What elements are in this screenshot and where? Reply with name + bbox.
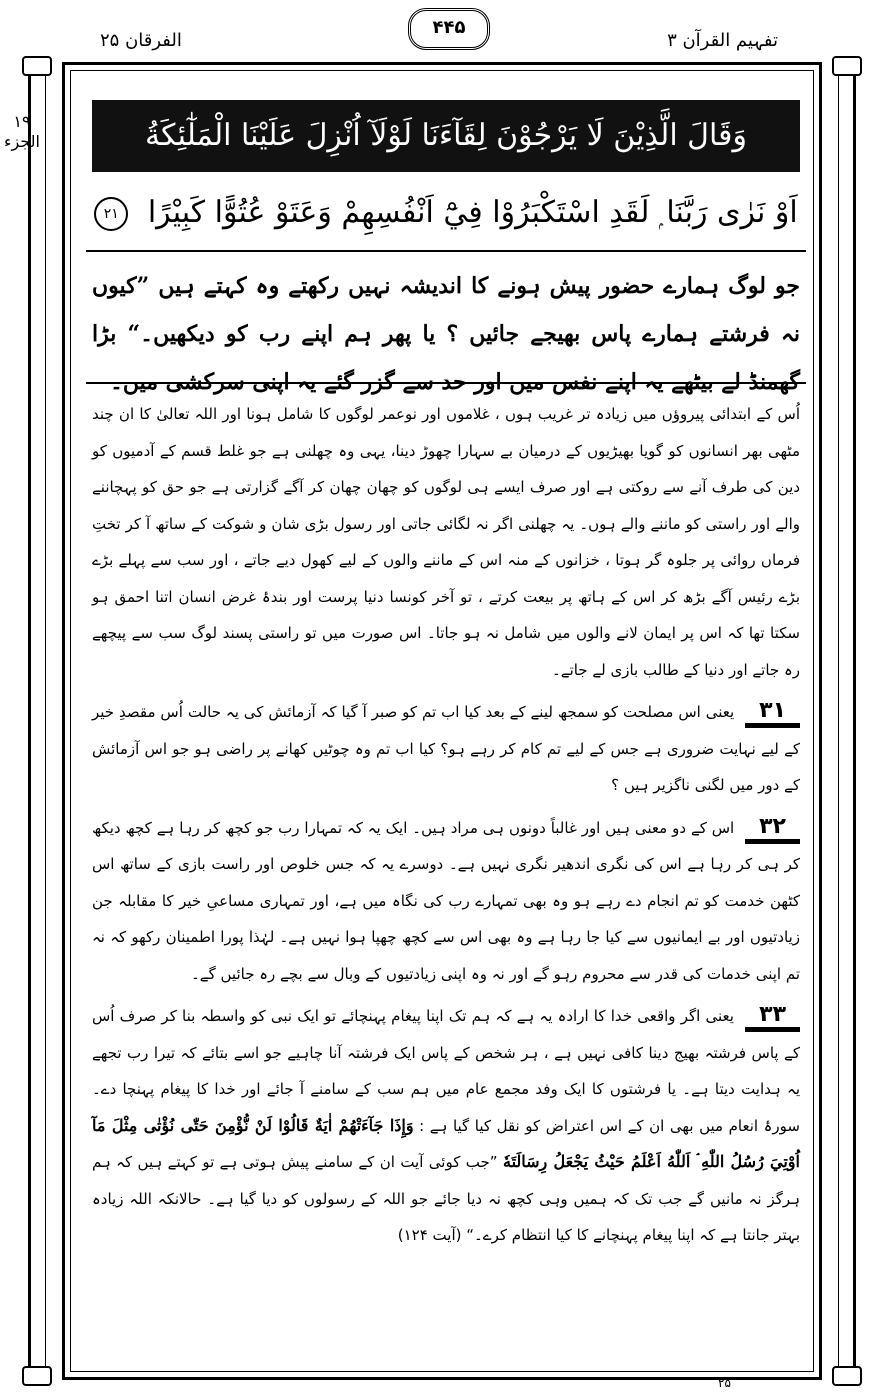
- footer-mark: ۲۵: [718, 1376, 731, 1390]
- quoted-ayah: وَإِذَا جَآءَتْهُمْ اٰيَةٌ قَالُوْا لَنْ نُّؤْمِنَ حَتّٰى نُؤْتٰى مِثْلَ مَآ اُوْتِيَ رُسُلُ اللّٰهِ ۘ اَللّٰهُ اَعْلَمُ حَيْثُ يَجْعَلُ رِسَالَتَهٗ: [92, 1115, 800, 1171]
- juz-label: الجزء: [4, 132, 40, 151]
- footnote-33: [92, 998, 800, 1254]
- column-cap: [22, 1366, 52, 1386]
- footnote-text: یعنی اس مصلحت کو سمجھ لینے کے بعد کیا اب تم کو صبر آ گیا کہ آزمائش کی یہ حالت اُس مقصدِ خیر کے لیے نہایت ضروری ہے جس کے لیے تم کام کر رہے ہو؟ کیا اب تم وہ چوٹیں کھانے پر راضی ہو جو اس آزمائش کے دور میں لگنی ناگزیر ہیں ؟: [92, 703, 800, 794]
- commentary-notes: [92, 396, 800, 1366]
- quran-verse-line-1: وَقَالَ الَّذِيْنَ لَا يَرْجُوْنَ لِقَآءَنَا لَوْلَآ اُنْزِلَ عَلَيْنَا الْمَلٰٓئِكَةُ: [92, 100, 800, 172]
- juz-marginal-note: [4, 112, 40, 152]
- divider: [86, 250, 806, 252]
- running-title-right: تفہیم القرآن ۳: [667, 30, 778, 51]
- footnote-32: [92, 810, 800, 993]
- column-cap: [22, 56, 52, 76]
- page-number-badge: ۴۴۵: [408, 8, 490, 50]
- footnote-text: یعنی اگر واقعی خدا کا ارادہ یہ ہے کہ ہم تک اپنا پیغام پہنچائے تو ایک نبی کو واسطہ بنا کر صرف اُس کے پاس فرشتہ بھیج دینا کافی نہیں ہے ، ہر شخص کے پاس ایک فرشتہ آنا چاہیے جو اسے بتائے کہ تیرا رب تجھے یہ ہدایت دیتا ہے۔ یا فرشتوں کا ایک وفد مجمع عام میں ہم سب کے سامنے آ جائے اور خدا کا پیغام پہنچا دے۔ سورۂ انعام میں بھی ان کے اس اعتراض کو نقل کیا گیا ہے :: [92, 1007, 800, 1135]
- column-cap: [832, 56, 862, 76]
- footnote-number: ۳۳: [745, 1003, 800, 1032]
- divider: [86, 382, 806, 384]
- urdu-translation: جو لوگ ہمارے حضور پیش ہونے کا اندیشہ نہیں رکھتے وہ کہتے ہیں ”کیوں نہ فرشتے ہمارے پاس بھیجے جائیں ؟ یا پھر ہم اپنے رب کو دیکھیں۔“ بڑا گھمنڈ لے بیٹھے یہ اپنے نفس میں اور حد سے گزر گئے یہ اپنی سرکشی میں۔: [92, 273, 800, 395]
- left-ornamental-column: [28, 62, 46, 1380]
- footnote-number: ۳۲: [745, 815, 800, 844]
- column-cap: [832, 1366, 862, 1386]
- quote-translation: ”جب کوئی آیت ان کے سامنے پیش ہوتی ہے تو کہتے ہیں کہ ہم ہرگز نہ مانیں گے جب تک کہ ہمیں وہی کچھ نہ دیا جائے جو اللہ کے رسولوں کو دیا گیا ہے۔ حالانکہ اللہ زیادہ بہتر جانتا ہے کہ اپنا پیغام پہنچانے کا کیا انتظام کرے۔“ (آیت ۱۲۴): [92, 1153, 800, 1244]
- footnote-text: اس کے دو معنی ہیں اور غالباً دونوں ہی مراد ہیں۔ ایک یہ کہ تمہارا رب جو کچھ کر رہا ہے کچھ دیکھ کر ہی کر رہا ہے اس کی نگری اندھیر نگری نہیں ہے۔ دوسرے یہ کہ جس خلوص اور راست بازی کے ساتھ اس کٹھن خدمت کو تم انجام دے رہے ہو وہ بھی تمہارے رب کی نگاہ میں ہے، اور تمہاری مساعیِ خیر کا مقابلہ جن زیادتیوں اور بے ایمانیوں سے کیا جا رہا ہے وہ بھی اس سے کچھ چھپا ہوا نہیں ہے۔ لہٰذا پورا اطمینان رکھو کہ نہ تم اپنی خدمات کی قدر سے محروم رہو گے اور نہ وہ اپنی زیادتیوں کے وبال سے بچے رہ جائیں گے۔: [92, 818, 800, 983]
- quran-verse-line-2: [92, 182, 800, 244]
- right-ornamental-column: [838, 62, 856, 1380]
- commentary-intro: اُس کے ابتدائی پیروؤں میں زیادہ تر غریب ہوں ، غلاموں اور نوعمر لوگوں کا شامل ہونا اور اللہ تعالیٰ کا ان چند مٹھی بھر انسانوں کو گویا بھیڑیوں کے درمیان بے سہارا چھوڑ دینا، یہی وہ چھلنی ہے جو غلط قسم کے آدمیوں کو دین کی طرف آنے سے روکتی ہے اور صرف ایسے ہی لوگوں کو چھان چھان کر آگے گزارتی ہے جو حق کو پہچاننے والے اور راستی کو ماننے والے ہوں۔ یہ چھلنی اگر نہ لگائی جاتی اور رسول بڑی شان و شوکت کے ساتھ آ کر تختِ فرماں روائی پر جلوہ گر ہوتا ، خزانوں کے منہ اس کے ماننے والوں کے لیے کھول دیے جاتے ، اور سب سے پہلے بڑے بڑے رئیس آگے بڑھ کر اس کے ہاتھ پر بیعت کرتے ، تو آخر کونسا دنیا پرست اور بندۂ غرض انسان اتنا احمق ہو سکتا تھا کہ اس پر ایمان لانے والوں میں شامل نہ ہو جاتا۔ اس صورت میں تو راستی پسند لوگ سب سے پیچھے رہ جاتے اور دنیا کے طالب بازی لے جاتے۔: [92, 405, 800, 679]
- verse-text: اَوْ نَرٰى رَبَّنَا ۭ لَقَدِ اسْتَكْبَرُوْا فِيْٓ اَنْفُسِهِمْ وَعَتَوْ عُتُوًّا كَبِيْرًا: [147, 195, 798, 230]
- juz-number: ۱۹: [13, 112, 31, 131]
- footnote-31: [92, 694, 800, 804]
- ayah-number-marker: ۲۱: [94, 197, 128, 231]
- running-title-left: الفرقان ۲۵: [100, 30, 182, 51]
- footnote-number: ۳۱: [745, 699, 800, 728]
